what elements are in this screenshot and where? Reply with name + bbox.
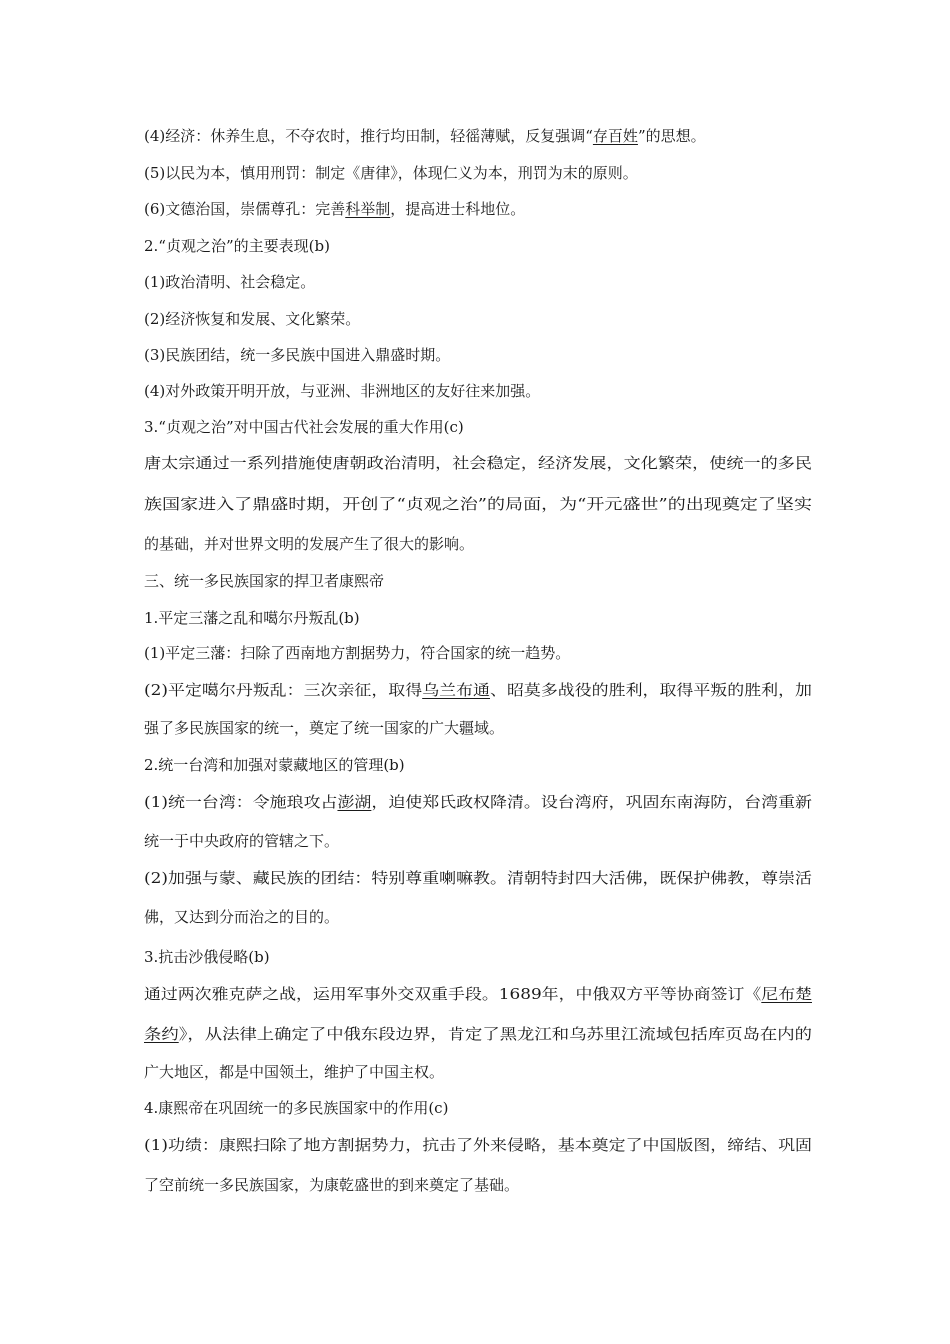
text-line-content bbox=[144, 680, 812, 700]
text-line-content bbox=[144, 272, 315, 292]
text-segment: 三、统一多民族国家的捍卫者康熙帝 bbox=[144, 572, 385, 590]
text-segment: ，迫使郑氏政权降清。设台湾府，巩固东南海防，台湾重新 bbox=[371, 793, 812, 811]
text-line-content bbox=[144, 755, 405, 775]
text-segment: (2)经济恢复和发展、文化繁荣。 bbox=[144, 310, 361, 328]
text-line bbox=[144, 236, 812, 256]
text-line bbox=[144, 718, 812, 738]
text-segment: 3.“贞观之治”对中国古代社会发展的重大作用(c) bbox=[144, 418, 464, 436]
text-segment: 的基础，并对世界文明的发展产生了很大的影响。 bbox=[144, 535, 475, 553]
text-line-content bbox=[144, 571, 384, 591]
text-line bbox=[144, 163, 812, 183]
text-line bbox=[144, 1062, 812, 1082]
text-segment: 广大地区，都是中国领土，维护了中国主权。 bbox=[144, 1063, 445, 1081]
underlined-term: 存百姓 bbox=[592, 127, 638, 145]
text-line bbox=[144, 792, 812, 812]
text-segment: 2.统一台湾和加强对蒙藏地区的管理(b) bbox=[144, 756, 405, 774]
text-line bbox=[144, 947, 812, 967]
text-segment: (1)政治清明、社会稳定。 bbox=[144, 273, 316, 291]
text-segment: 强了多民族国家的统一，奠定了统一国家的广大疆域。 bbox=[144, 719, 505, 737]
text-line bbox=[144, 868, 812, 888]
underlined-term: 条约 bbox=[144, 1025, 179, 1043]
text-segment: 》，从法律上确定了中俄东段边界，肯定了黑龙江和乌苏里江流域包括库页岛在内的 bbox=[178, 1025, 812, 1043]
text-line bbox=[144, 608, 812, 628]
text-segment: 族国家进入了鼎盛时期，开创了“贞观之治”的局面，为“开元盛世”的出现奠定了坚实 bbox=[144, 495, 812, 513]
text-segment: (6)文德治国，崇儒尊孔：完善 bbox=[144, 200, 346, 218]
text-line-content bbox=[144, 984, 812, 1004]
text-line bbox=[144, 381, 812, 401]
underlined-term: 乌兰布通 bbox=[422, 681, 491, 699]
text-segment: 2.“贞观之治”的主要表现(b) bbox=[144, 237, 330, 255]
text-line-content bbox=[144, 453, 812, 473]
text-line-content bbox=[144, 309, 360, 329]
text-line-content bbox=[144, 345, 450, 365]
text-line bbox=[144, 680, 812, 700]
text-segment: 通过两次雅克萨之战，运用军事外交双重手段。1689年，中俄双方平等协商签订《 bbox=[144, 985, 762, 1003]
text-line bbox=[144, 1175, 812, 1195]
text-line-content bbox=[144, 868, 812, 888]
text-line-content bbox=[144, 1062, 444, 1082]
text-segment: 统一于中央政府的管辖之下。 bbox=[144, 832, 340, 850]
text-segment: 唐太宗通过一系列措施使唐朝政治清明，社会稳定，经济发展，文化繁荣，使统一的多民 bbox=[144, 454, 812, 472]
text-line bbox=[144, 453, 812, 473]
text-segment: 4.康熙帝在巩固统一的多民族国家中的作用(c) bbox=[144, 1099, 449, 1117]
text-segment: (1)功绩：康熙扫除了地方割据势力，抗击了外来侵略，基本奠定了中国版图，缔结、巩固 bbox=[144, 1136, 812, 1154]
text-line-content bbox=[144, 608, 360, 628]
text-line-content bbox=[144, 163, 638, 183]
text-line-content bbox=[144, 126, 706, 146]
text-line bbox=[144, 494, 812, 514]
text-line-content bbox=[144, 381, 540, 401]
text-line bbox=[144, 345, 812, 365]
text-line bbox=[144, 1098, 812, 1118]
text-segment: 佛，又达到分而治之的目的。 bbox=[144, 908, 340, 926]
text-line-content bbox=[144, 1175, 519, 1195]
text-line-content bbox=[144, 907, 339, 927]
text-line-content bbox=[144, 643, 570, 663]
text-segment: (1)平定三藩：扫除了西南地方割据势力，符合国家的统一趋势。 bbox=[144, 644, 571, 662]
text-segment: 、昭莫多战役的胜利，取得平叛的胜利，加 bbox=[490, 681, 812, 699]
text-line bbox=[144, 984, 812, 1004]
text-line bbox=[144, 1024, 812, 1044]
text-line-content bbox=[144, 1024, 812, 1044]
text-line bbox=[144, 755, 812, 775]
underlined-term: 科举制 bbox=[345, 200, 391, 218]
text-line-content bbox=[144, 1098, 448, 1118]
text-line bbox=[144, 126, 812, 146]
text-line bbox=[144, 571, 812, 591]
text-segment: 1.平定三藩之乱和噶尔丹叛乱(b) bbox=[144, 609, 360, 627]
underlined-term: 尼布楚 bbox=[761, 985, 812, 1003]
text-line bbox=[144, 643, 812, 663]
text-segment: (4)对外政策开明开放，与亚洲、非洲地区的友好往来加强。 bbox=[144, 382, 541, 400]
text-line bbox=[144, 417, 812, 437]
text-line-content bbox=[144, 534, 474, 554]
text-line bbox=[144, 1135, 812, 1155]
text-line-content bbox=[144, 199, 525, 219]
text-line-content bbox=[144, 792, 812, 812]
text-segment: (4)经济：休养生息，不夺农时，推行均田制，轻徭薄赋，反复强调“ bbox=[144, 127, 593, 145]
text-line bbox=[144, 272, 812, 292]
text-line-content bbox=[144, 831, 339, 851]
text-segment: 3.抗击沙俄侵略(b) bbox=[144, 948, 270, 966]
text-segment: (2)加强与蒙、藏民族的团结：特别尊重喇嘛教。清朝特封四大活佛，既保护佛教，尊崇活 bbox=[144, 869, 812, 887]
text-segment: (1)统一台湾：令施琅攻占 bbox=[144, 793, 338, 811]
text-line bbox=[144, 309, 812, 329]
text-line bbox=[144, 534, 812, 554]
text-line bbox=[144, 199, 812, 219]
text-segment: (2)平定噶尔丹叛乱：三次亲征，取得 bbox=[144, 681, 423, 699]
text-segment: ”的思想。 bbox=[637, 127, 706, 145]
text-segment: (5)以民为本，慎用刑罚：制定《唐律》，体现仁义为本，刑罚为末的原则。 bbox=[144, 164, 638, 182]
text-segment: (3)民族团结，统一多民族中国进入鼎盛时期。 bbox=[144, 346, 451, 364]
text-line-content bbox=[144, 494, 812, 514]
text-line bbox=[144, 907, 812, 927]
underlined-term: 澎湖 bbox=[337, 793, 372, 811]
text-line-content bbox=[144, 1135, 812, 1155]
text-line-content bbox=[144, 417, 464, 437]
text-line-content bbox=[144, 947, 270, 967]
text-segment: 了空前统一多民族国家，为康乾盛世的到来奠定了基础。 bbox=[144, 1176, 520, 1194]
text-line-content bbox=[144, 236, 330, 256]
text-line bbox=[144, 831, 812, 851]
text-segment: ，提高进士科地位。 bbox=[390, 200, 526, 218]
text-line-content bbox=[144, 718, 504, 738]
